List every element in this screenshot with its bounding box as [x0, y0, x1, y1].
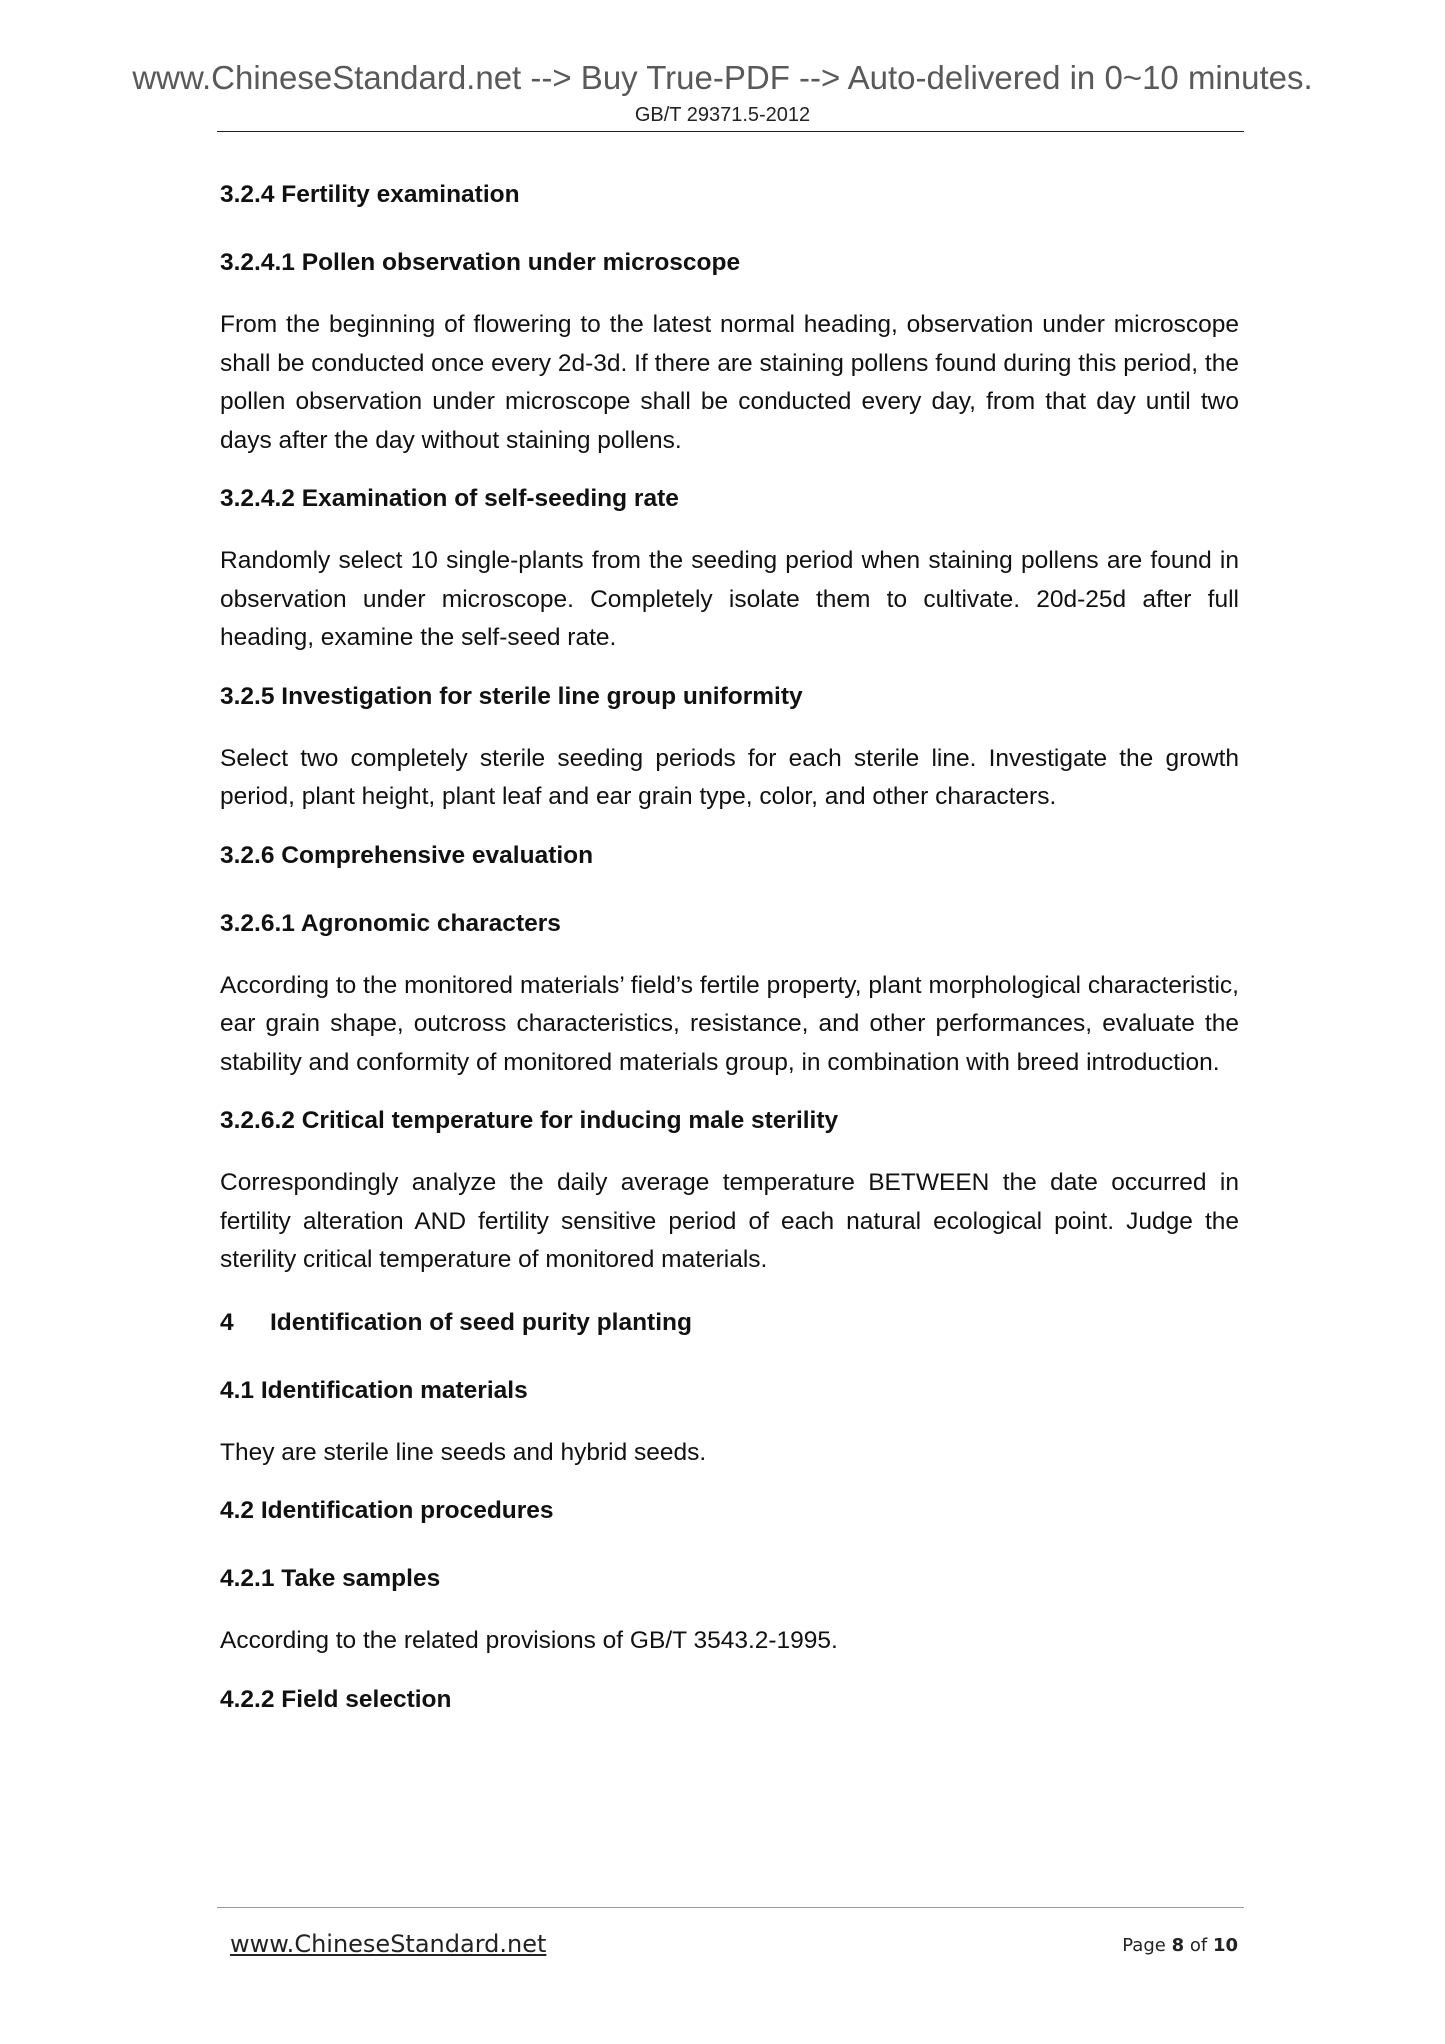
heading-3-2-5: 3.2.5 Investigation for sterile line group uniformity [220, 682, 803, 710]
paragraph-3-2-5: Select two completely sterile seeding periods for each sterile line. Investigate the growth period, plant height, plant leaf and ear grain type, color, and other characters. [220, 744, 1239, 810]
heading-4-2-1: 4.2.1 Take samples [220, 1565, 441, 1592]
paragraph-3-2-6-1: According to the monitored materials’ field’s fertile property, plant morphological characteristic, ear grain shape, outcross characteristics, resistance, and other performances, evaluate the stability and conformity of monitored materials group, in combination with breed introduction. [220, 971, 1239, 1076]
heading-3-2-6: 3.2.6 Comprehensive evaluation [220, 841, 594, 869]
paragraph-4-1: They are sterile line seeds and hybrid seeds. [220, 1438, 707, 1466]
paragraph-3-2-4-1: From the beginning of flowering to the latest normal heading, observation under microscope shall be conducted once every 2d-3d. If there are staining pollens found during this period, the pollen observation under microscope shall be conducted every day, from that day until two days after the day without staining pollens. [220, 311, 1239, 454]
page-of: of [1189, 1935, 1208, 1956]
paragraph-4-2-1: According to the related provisions of GB/T 3543.2-1995. [220, 1627, 838, 1654]
page-current: 8 [1171, 1935, 1185, 1956]
heading-4-2: 4.2 Identification procedures [220, 1497, 554, 1524]
standard-code: GB/T 29371.5-2012 [634, 104, 811, 126]
paragraph-3-2-6-2: Correspondingly analyze the daily average temperature BETWEEN the date occurred in fertility alteration AND fertility sensitive period of each natural ecological point. Judge the sterility critical temperature of monitored materials. [220, 1169, 1239, 1273]
footer-site-link[interactable]: www.ChineseStandard.net [230, 1930, 547, 1958]
heading-4-number: 4 [220, 1308, 234, 1336]
page-total: 10 [1212, 1935, 1238, 1956]
heading-3-2-6-1: 3.2.6.1 Agronomic characters [220, 909, 561, 937]
heading-3-2-4-2: 3.2.4.2 Examination of self-seeding rate [220, 485, 679, 512]
heading-4-title: Identification of seed purity planting [270, 1308, 692, 1336]
document-body [220, 180, 1239, 1715]
heading-4-1: 4.1 Identification materials [220, 1376, 528, 1404]
paragraph-3-2-4-2: Randomly select 10 single-plants from the seeding period when staining pollens are found in observation under microscope. Completely isolate them to cultivate. 20d-25d after full heading, examine the self-seed rate. [220, 547, 1239, 651]
heading-4-2-2: 4.2.2 Field selection [220, 1685, 452, 1713]
footer-divider [217, 1907, 1244, 1908]
heading-3-2-4-1: 3.2.4.1 Pollen observation under microscope [220, 249, 741, 276]
page-indicator [1122, 1934, 1238, 1958]
heading-4 [220, 1308, 1239, 1338]
heading-3-2-4: 3.2.4 Fertility examination [220, 181, 520, 208]
heading-3-2-6-2: 3.2.6.2 Critical temperature for inducing male sterility [220, 1107, 839, 1134]
page-label: Page [1122, 1935, 1166, 1956]
site-banner[interactable]: www.ChineseStandard.net --> Buy True-PDF --> Auto-delivered in 0~10 minutes. [132, 59, 1313, 96]
header-divider [217, 131, 1244, 132]
